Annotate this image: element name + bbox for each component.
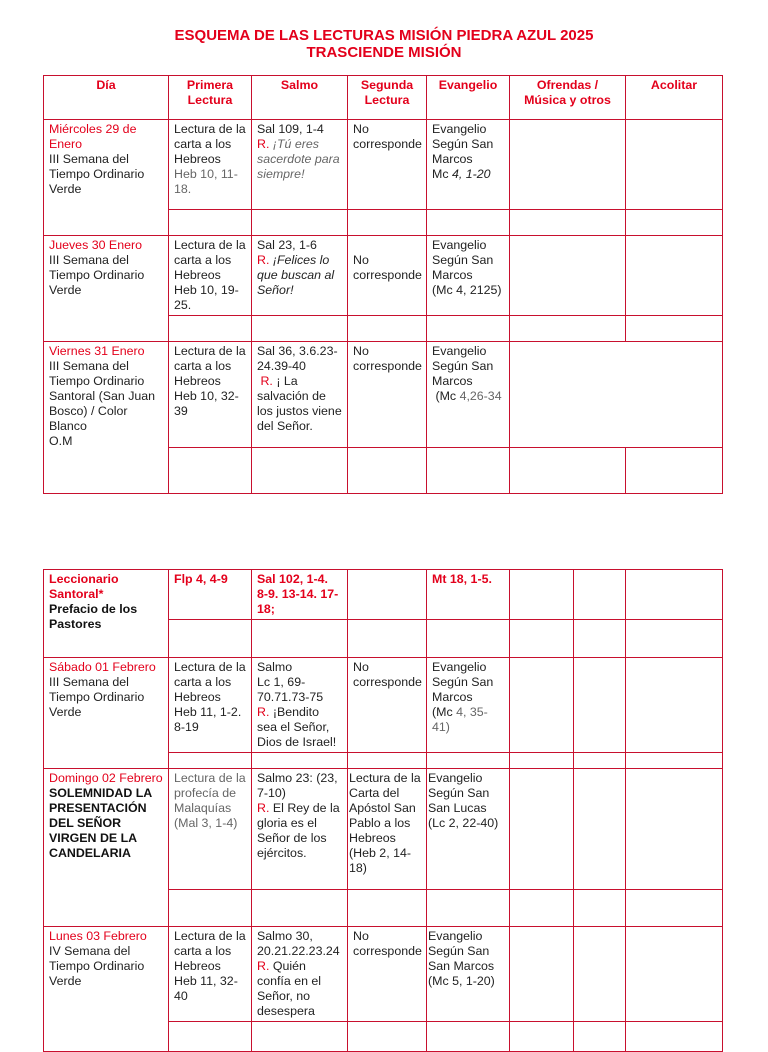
segunda-lectura-cell: No corresponde (348, 927, 427, 1022)
evangelio-cell (427, 927, 510, 1022)
salmo-response: ¡Bendito sea el Señor, Dios de Israel! (257, 705, 337, 749)
primera-text: Lectura de la carta a los Hebreos (174, 238, 246, 282)
day-line: O.M (49, 434, 73, 448)
day-cell (44, 342, 169, 494)
salmo-r-label: R. (260, 374, 273, 388)
salmo-cell (252, 927, 348, 1022)
evangelio-cell (427, 769, 510, 890)
evangelio-cell (427, 658, 510, 753)
table-row (44, 236, 723, 316)
acolitar-cell[interactable] (626, 120, 723, 210)
extra-cell[interactable] (510, 927, 574, 1022)
santoral-row (44, 570, 723, 620)
salmo-cell (252, 658, 348, 753)
day-cell (44, 236, 169, 342)
evangelio-text: Evangelio Según San Marcos (432, 122, 494, 166)
readings-table-1 (43, 75, 723, 494)
primera-text: Lectura de la carta a los Hebreos (174, 660, 246, 704)
salmo-ref: Sal 36, 3.6.23-24.39-40 (257, 344, 338, 373)
evangelio-text: Evangelio Según San Marcos (432, 344, 494, 388)
evangelio-ref-verses: 4,26-34 (459, 389, 502, 403)
day-line: Verde (49, 182, 82, 196)
evangelio-text: Evangelio Según San San Marcos (428, 929, 495, 973)
salmo-ref: Sal 109, 1-4 (257, 122, 324, 136)
acolitar-cell[interactable] (626, 658, 723, 753)
ofrendas-acolitar-cell[interactable] (510, 342, 723, 448)
evangelio-ref-verses: 4, 35-41) (432, 705, 488, 734)
santoral-salmo: Sal 102, 1-4. 8-9. 13-14. 17-18; (252, 570, 348, 620)
table-row (44, 927, 723, 1022)
primera-ref: Heb 10, 19-25. (174, 283, 239, 312)
col-header-salmo: Salmo (252, 76, 348, 120)
day-line: III Semana del Tiempo Ordinario (49, 253, 145, 282)
santoral-label-cell (44, 570, 169, 658)
salmo-response: El Rey de la gloria es el Señor de los ejércitos. (257, 801, 340, 860)
evangelio-ref: (Mc (435, 389, 457, 403)
day-line: III Semana del Tiempo Ordinario (49, 675, 145, 704)
salmo-ref: Salmo 30, 20.21.22.23.24 (257, 929, 340, 958)
salmo-response: ¡Felices lo que buscan al Señor! (257, 253, 335, 297)
ofrendas-cell[interactable] (510, 236, 626, 316)
table-row (44, 342, 723, 448)
table-row (44, 120, 723, 210)
salmo-cell (252, 236, 348, 316)
santoral-label: Leccionario Santoral* (49, 572, 119, 601)
day-cell (44, 120, 169, 236)
primera-ref: Heb 10, 11-18. (174, 167, 238, 196)
santoral-segunda (348, 570, 427, 620)
salmo-title: Salmo (257, 660, 293, 674)
col-header-segunda: Segunda Lectura (348, 76, 427, 120)
day-line: Verde (49, 283, 82, 297)
day-line: IV Semana del Tiempo Ordinario (49, 944, 145, 973)
evangelio-ref: (Mc 4, 2125) (432, 283, 502, 297)
col-header-primera: Primera Lectura (169, 76, 252, 120)
segunda-lectura-cell: No corresponde (348, 658, 427, 753)
day-date: Domingo 02 Febrero (49, 771, 163, 785)
santoral-extra-cell[interactable] (626, 570, 723, 620)
evangelio-ref: (Lc 2, 22-40) (428, 816, 499, 830)
evangelio-ref: (Mc 5, 1-20) (428, 974, 495, 988)
title-line-2: TRASCIENDE MISIÓN (306, 44, 462, 61)
readings-table-2 (43, 569, 723, 1052)
primera-lectura-cell (169, 658, 252, 753)
salmo-r-label: R. (257, 801, 270, 815)
primera-lectura-cell (169, 927, 252, 1022)
day-cell (44, 927, 169, 1052)
day-date: Jueves 30 Enero (49, 238, 142, 252)
day-date: Lunes 03 Febrero (49, 929, 147, 943)
day-cell (44, 658, 169, 769)
salmo-cell (252, 342, 348, 448)
day-line: III Semana del Tiempo Ordinario (49, 152, 145, 181)
extra-cell[interactable] (574, 927, 626, 1022)
day-solemnity: SOLEMNIDAD LA PRESENTACIÓN DEL SEÑOR VIRGEN DE LA CANDELARIA (49, 786, 152, 860)
primera-ref: Heb 11, 1-2. 8-19 (174, 705, 242, 734)
evangelio-ref: (Mc (432, 705, 453, 719)
segunda-lectura-cell: No corresponde (348, 120, 427, 210)
extra-cell[interactable] (574, 769, 626, 890)
evangelio-text: Evangelio Según San Marcos (432, 238, 494, 282)
day-date: Viernes 31 Enero (49, 344, 145, 358)
primera-lectura-cell (169, 769, 252, 890)
salmo-ref: Lc 1, 69-70.71.73-75 (257, 675, 324, 704)
evangelio-ref: Mc (432, 167, 449, 181)
segunda-lectura-cell: No corresponde (348, 236, 427, 316)
table-row (44, 769, 723, 890)
day-date: Sábado 01 Febrero (49, 660, 156, 674)
salmo-cell (252, 120, 348, 210)
evangelio-cell (427, 342, 510, 448)
day-line: Verde (49, 705, 82, 719)
segunda-lectura-cell: No corresponde (348, 342, 427, 448)
salmo-cell (252, 769, 348, 890)
evangelio-ref-verses: 4, 1-20 (451, 167, 491, 181)
primera-ref: (Mal 3, 1-4) (174, 816, 238, 830)
acolitar-cell[interactable] (626, 769, 723, 890)
salmo-response: Quién confía en el Señor, no desespera (257, 959, 322, 1018)
table-row (44, 658, 723, 753)
prefacio-label: Prefacio de los Pastores (49, 602, 138, 631)
col-header-dia: Día (44, 76, 169, 120)
document-title (0, 27, 768, 61)
day-cell (44, 769, 169, 927)
primera-ref: Heb 11, 32-40 (174, 974, 238, 1003)
col-header-ofrendas: Ofrendas / Música y otros (510, 76, 626, 120)
day-line: Verde (49, 974, 82, 988)
salmo-r-label: R. (257, 253, 270, 267)
salmo-r-label: R. (257, 959, 270, 973)
evangelio-cell (427, 120, 510, 210)
santoral-evangelio: Mt 18, 1-5. (427, 570, 510, 620)
primera-text: Lectura de la carta a los Hebreos (174, 122, 246, 166)
evangelio-cell (427, 236, 510, 316)
primera-lectura-cell (169, 342, 252, 448)
day-line: III Semana del Tiempo Ordinario (49, 359, 145, 388)
salmo-ref: Salmo 23: (23, 7-10) (257, 771, 338, 800)
evangelio-text: Evangelio Según San San Lucas (428, 771, 490, 815)
santoral-primera: Flp 4, 4-9 (169, 570, 252, 620)
salmo-response: ¡ La salvación de los justos viene del Señor. (257, 374, 342, 433)
primera-ref: Heb 10, 32-39 (174, 389, 239, 418)
acolitar-cell[interactable] (626, 927, 723, 1022)
primera-lectura-cell (169, 120, 252, 210)
extra-cell[interactable] (510, 658, 574, 753)
acolitar-cell[interactable] (626, 236, 723, 316)
segunda-lectura-cell: Lectura de la Carta del Apóstol San Pablo a los Hebreos (Heb 2, 14-18) (348, 769, 427, 890)
primera-text: Lectura de la profecía de Malaquías (174, 771, 246, 815)
col-header-acolitar: Acolitar (626, 76, 723, 120)
primera-text: Lectura de la carta a los Hebreos (174, 344, 246, 388)
col-header-evangelio: Evangelio (427, 76, 510, 120)
table-header-row (44, 76, 723, 120)
santoral-extra-cell[interactable] (510, 570, 574, 620)
title-line-1: ESQUEMA DE LAS LECTURAS MISIÓN PIEDRA AZUL 2025 (174, 27, 594, 44)
evangelio-text: Evangelio Según San Marcos (432, 660, 494, 704)
extra-cell[interactable] (574, 658, 626, 753)
salmo-r-label: R. (257, 137, 270, 151)
extra-cell[interactable] (510, 769, 574, 890)
salmo-r-label: R. (257, 705, 270, 719)
primera-lectura-cell (169, 236, 252, 316)
primera-text: Lectura de la carta a los Hebreos (174, 929, 246, 973)
santoral-extra-cell[interactable] (574, 570, 626, 620)
day-line: Santoral (San Juan Bosco) / Color Blanco (49, 389, 156, 433)
salmo-response: ¡Tú eres sacerdote para siempre! (257, 137, 340, 181)
salmo-ref: Sal 23, 1-6 (257, 238, 317, 252)
day-date: Miércoles 29 de Enero (49, 122, 137, 151)
ofrendas-cell[interactable] (510, 120, 626, 210)
